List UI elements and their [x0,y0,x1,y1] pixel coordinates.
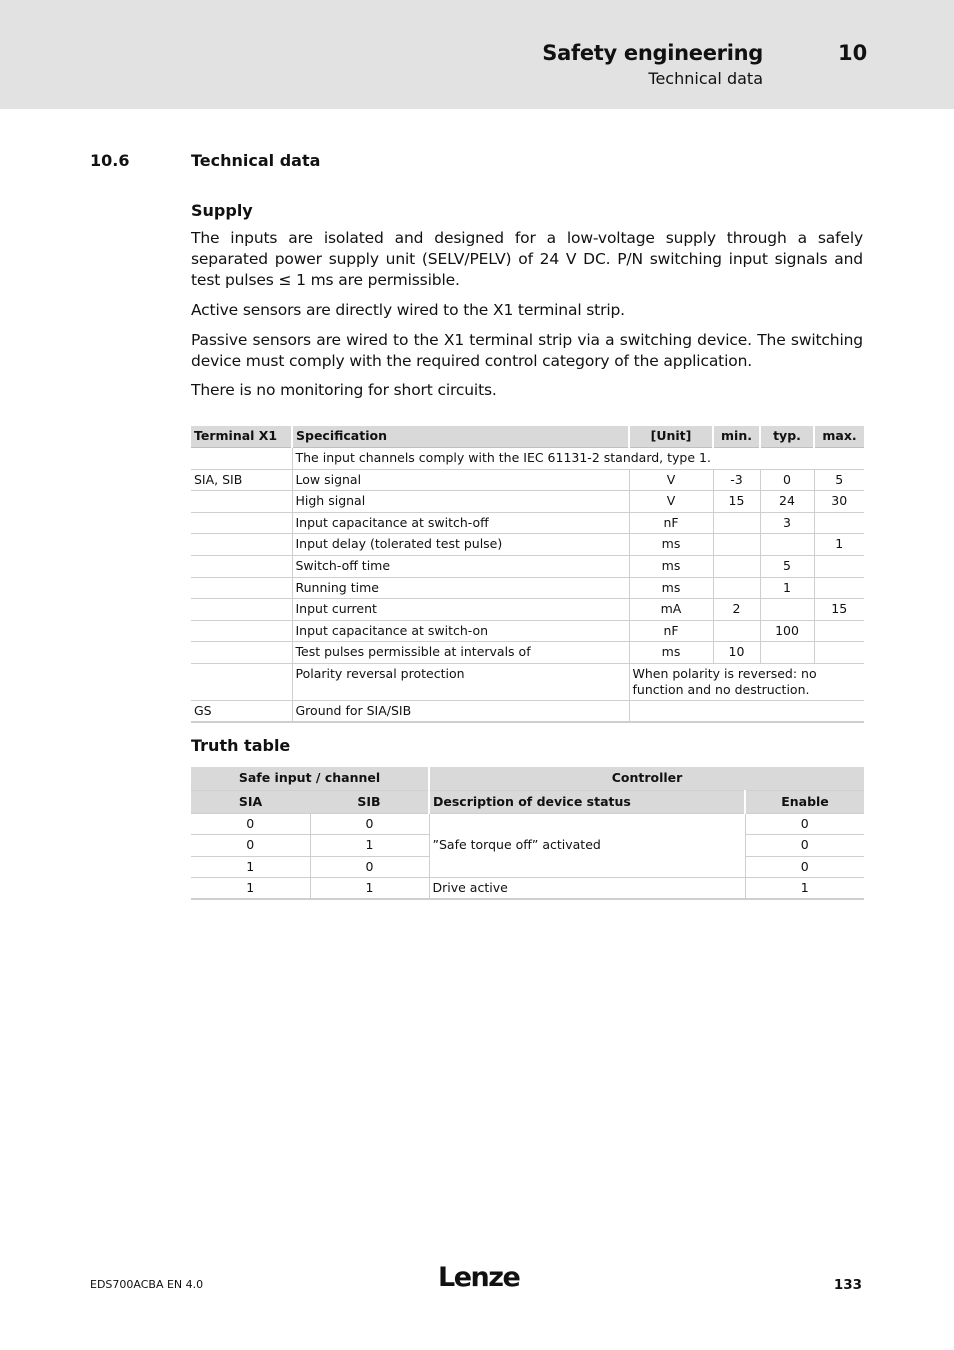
supply-paragraph: Passive sensors are wired to the X1 terminal strip via a switching device. The switching device must comply with the required control category of the application. [191,331,863,370]
col-header-typ: typ. [760,426,814,448]
spec-name: Test pulses permissible at intervals of [292,642,629,664]
spec-intro-row [191,448,864,470]
unit-value: mA [629,599,713,621]
group-header-controller: Controller [429,767,864,790]
unit-value: V [629,469,713,491]
typ-value: 100 [760,620,814,642]
spec-name: Running time [292,577,629,599]
table-cell [191,642,292,664]
max-value: 5 [814,469,864,491]
spec-intro: The input channels comply with the IEC 61131-2 standard, type 1. [292,448,864,470]
min-value [713,512,760,534]
spec-name: Low signal [292,469,629,491]
sia-value: 1 [191,878,310,900]
supply-paragraph: The inputs are isolated and designed for a low-voltage supply through a safely separated power supply unit (SELV/PELV) of 24 V DC. P/N switching input signals and test pulses ≤ 1 ms are permissible. [191,229,863,289]
unit-value: nF [629,512,713,534]
spec-name: High signal [292,491,629,513]
terminal-name: SIA, SIB [191,469,292,491]
spec-name: Input current [292,599,629,621]
sib-value: 1 [310,878,429,900]
unit-value: V [629,491,713,513]
table-cell [191,664,292,701]
spec-name: Polarity reversal protection [292,664,629,701]
enable-value: 0 [745,835,864,857]
spec-note: When polarity is reversed: no function and no destruction. [629,664,864,701]
min-value: 15 [713,491,760,513]
table-cell [191,599,292,621]
table-row [191,813,864,835]
table-row [191,577,864,599]
section-title: Technical data [191,151,321,170]
table-cell [191,491,292,513]
min-value: 2 [713,599,760,621]
spec-row-polarity [191,664,864,701]
table-cell [191,577,292,599]
col-header-specification: Specification [292,426,629,448]
table-row [191,556,864,578]
table-row [191,491,864,513]
enable-value: 0 [745,856,864,878]
table-row [191,642,864,664]
supply-heading: Supply [191,201,253,220]
typ-value: 5 [760,556,814,578]
chapter-subtitle: Technical data [648,69,763,88]
section-number: 10.6 [90,151,130,170]
table-row [191,620,864,642]
device-status-description: ”Safe torque off” activated [429,813,745,878]
max-value [814,620,864,642]
table-row [191,469,864,491]
col-header-terminal: Terminal X1 [191,426,292,448]
max-value [814,512,864,534]
col-header-sia: SIA [191,790,310,813]
max-value [814,642,864,664]
typ-value [760,642,814,664]
terminal-name: GS [191,701,292,723]
unit-value: nF [629,620,713,642]
truth-header-row [191,790,864,813]
chapter-title: Safety engineering [542,41,763,65]
spec-table [191,426,864,723]
chapter-number: 10 [838,41,868,65]
max-value [814,556,864,578]
max-value: 1 [814,534,864,556]
table-row [191,878,864,900]
header-band [0,0,954,109]
table-row [191,599,864,621]
col-header-unit: [Unit] [629,426,713,448]
typ-value [760,534,814,556]
sib-value: 0 [310,856,429,878]
sib-value: 1 [310,835,429,857]
min-value: -3 [713,469,760,491]
truth-group-header-row [191,767,864,790]
table-cell [191,534,292,556]
spec-row-gs [191,701,864,723]
sia-value: 0 [191,813,310,835]
spec-name: Switch-off time [292,556,629,578]
min-value: 10 [713,642,760,664]
typ-value: 3 [760,512,814,534]
sib-value: 0 [310,813,429,835]
spec-name: Input capacitance at switch-on [292,620,629,642]
typ-value [760,599,814,621]
table-row [191,512,864,534]
table-cell [629,701,864,723]
min-value [713,556,760,578]
spec-header-row [191,426,864,448]
typ-value: 0 [760,469,814,491]
sia-value: 0 [191,835,310,857]
typ-value: 1 [760,577,814,599]
truth-table [191,767,864,900]
typ-value: 24 [760,491,814,513]
min-value [713,534,760,556]
col-header-min: min. [713,426,760,448]
page-number: 133 [833,1277,862,1293]
spec-name: Input delay (tolerated test pulse) [292,534,629,556]
col-header-sib: SIB [310,790,429,813]
max-value [814,577,864,599]
supply-paragraph: Active sensors are directly wired to the X1 terminal strip. [191,301,625,319]
max-value: 15 [814,599,864,621]
table-cell [191,512,292,534]
device-status-description: Drive active [429,878,745,900]
document-code: EDS700ACBA EN 4.0 [90,1278,204,1291]
unit-value: ms [629,556,713,578]
lenze-logo: Lenze [438,1262,520,1293]
unit-value: ms [629,577,713,599]
unit-value: ms [629,642,713,664]
col-header-enable: Enable [745,790,864,813]
table-row [191,534,864,556]
col-header-max: max. [814,426,864,448]
enable-value: 0 [745,813,864,835]
spec-name: Input capacitance at switch-off [292,512,629,534]
table-cell [191,448,292,470]
truth-table-heading: Truth table [191,736,291,755]
group-header-safe-input: Safe input / channel [191,767,429,790]
sia-value: 1 [191,856,310,878]
unit-value: ms [629,534,713,556]
min-value [713,620,760,642]
col-header-description: Description of device status [429,790,745,813]
supply-paragraph: There is no monitoring for short circuits. [191,381,497,399]
spec-name: Ground for SIA/SIB [292,701,629,723]
enable-value: 1 [745,878,864,900]
min-value [713,577,760,599]
table-cell [191,556,292,578]
table-cell [191,620,292,642]
max-value: 30 [814,491,864,513]
